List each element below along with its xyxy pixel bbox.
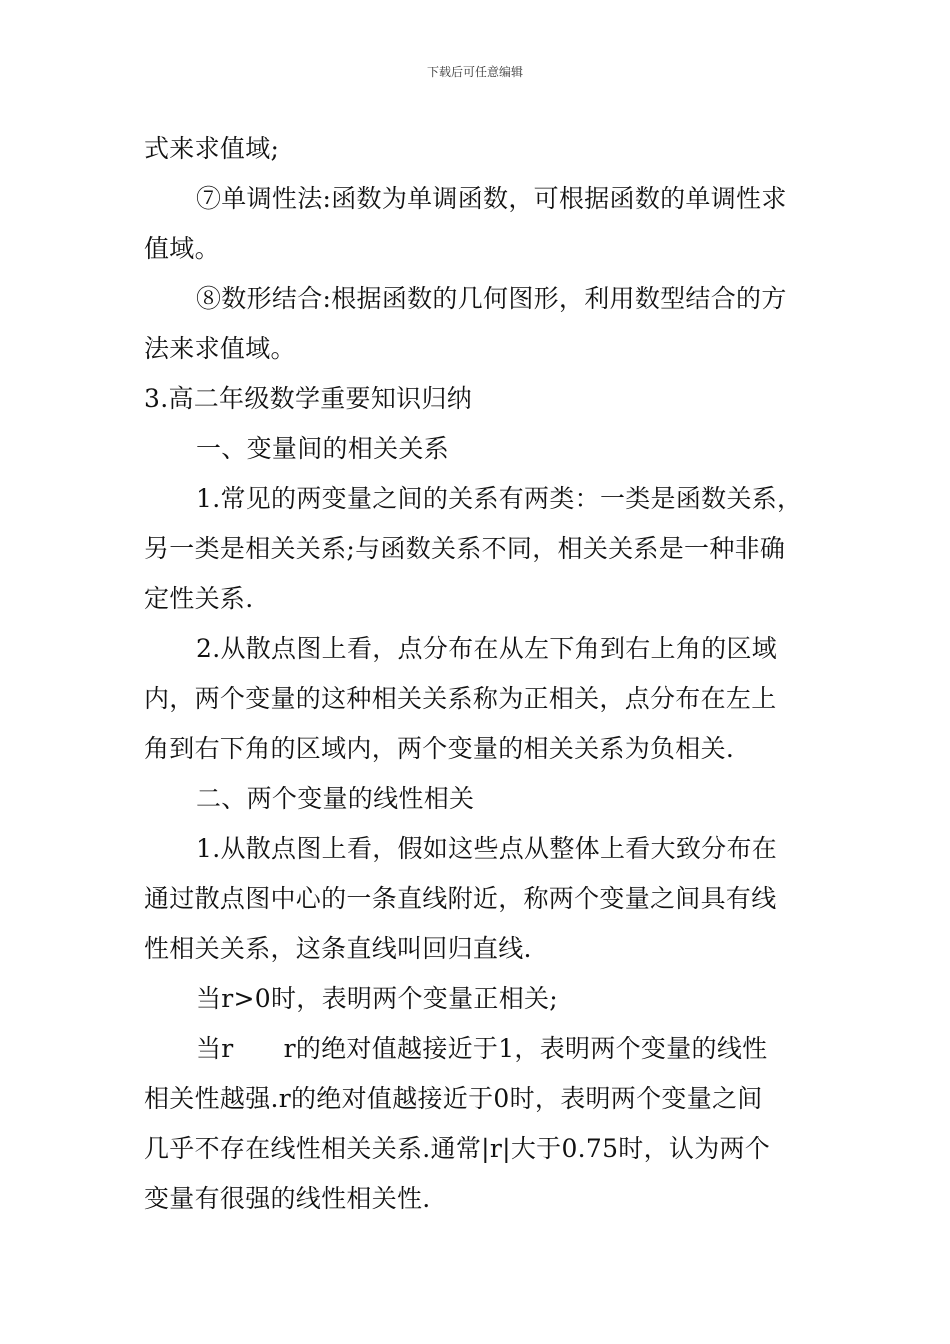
document-body [144,124,814,1224]
page-header: 下载后可任意编辑 [426,65,523,79]
text-line: 值域。 [144,234,220,263]
text-line: 性相关关系，这条直线叫回归直线. [144,934,532,963]
subsection-heading: 一、变量间的相关关系 [196,434,450,463]
text-line [144,1024,814,1074]
section-heading: 3.高二年级数学重要知识归纳 [144,384,473,413]
text-line: 内，两个变量的这种相关关系称为正相关，点分布在左上 [144,684,777,713]
text-line: 法来求值域。 [144,334,296,363]
subsection-heading: 二、两个变量的线性相关 [196,784,475,813]
text-fragment: 当r [196,1034,234,1063]
text-line: 相关性越强.r的绝对值越接近于0时，表明两个变量之间 [144,1084,763,1113]
text-line: ⑦单调性法:函数为单调函数，可根据函数的单调性求 [196,184,787,213]
text-line: 定性关系. [144,584,254,613]
text-line: 当r>0时，表明两个变量正相关; [196,984,559,1013]
text-line: 式来求值域; [144,134,280,163]
text-line: ⑧数形结合:根据函数的几何图形，利用数型结合的方 [196,284,787,313]
text-line: 角到右下角的区域内，两个变量的相关关系为负相关. [144,734,735,763]
text-line: 另一类是相关关系;与函数关系不同，相关关系是一种非确 [144,534,786,563]
text-line: 变量有很强的线性相关性. [144,1184,431,1213]
text-fragment: r的绝对值越接近于1，表明两个变量的线性 [283,1034,768,1063]
text-line: 通过散点图中心的一条直线附近，称两个变量之间具有线 [144,884,777,913]
text-line: 1.常见的两变量之间的关系有两类：一类是函数关系， [196,484,803,513]
text-line: 2.从散点图上看，点分布在从左下角到右上角的区域 [196,634,778,663]
text-line: 1.从散点图上看，假如这些点从整体上看大致分布在 [196,834,778,863]
text-line: 几乎不存在线性相关关系.通常|r|大于0.75时，认为两个 [144,1134,771,1163]
